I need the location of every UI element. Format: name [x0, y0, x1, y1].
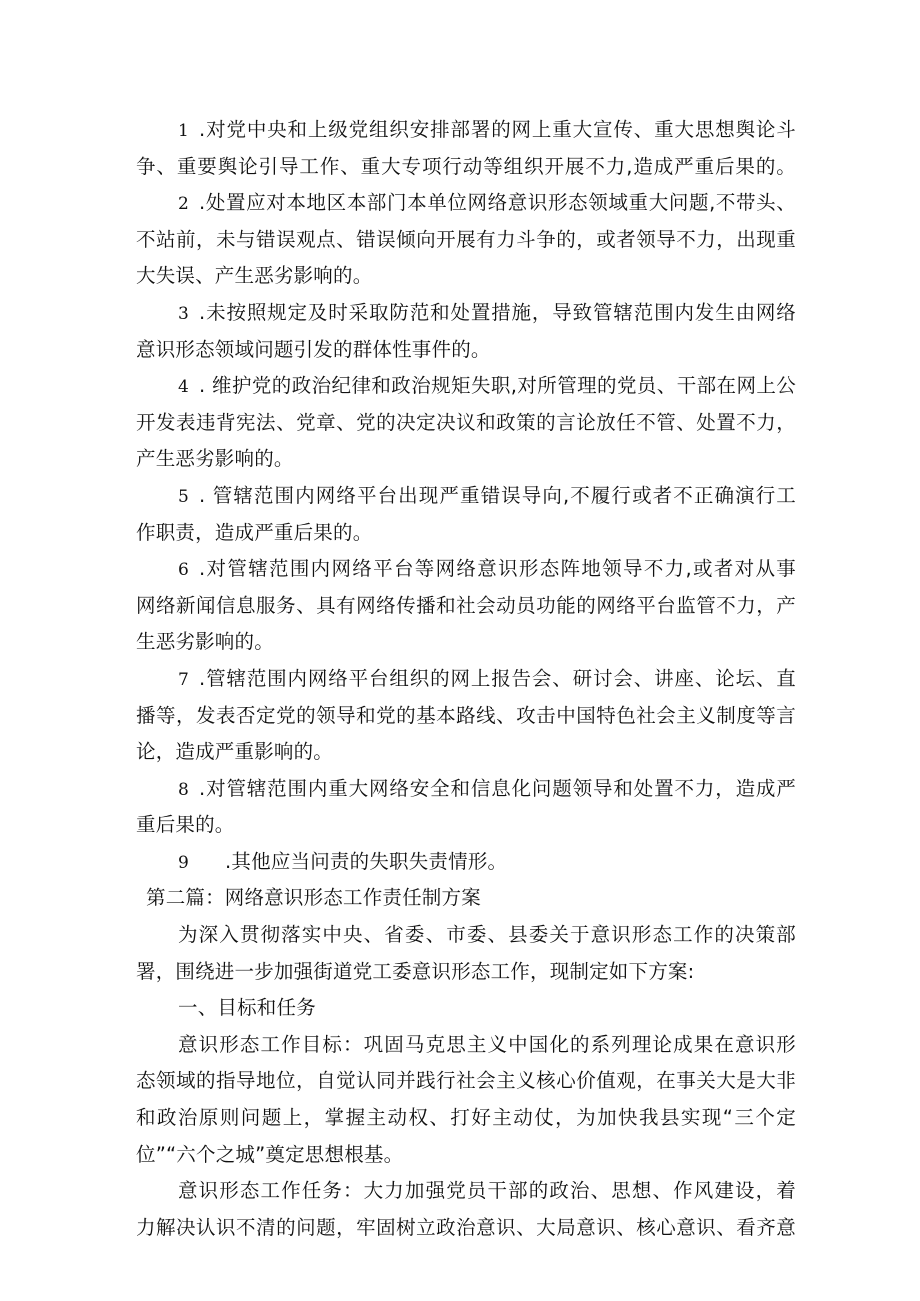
- item-number: 1: [178, 121, 190, 141]
- heading-goals-and-tasks: 一、目标和任务: [178, 996, 316, 1020]
- item-number: 6: [178, 560, 190, 581]
- item-number: 7: [178, 669, 190, 690]
- item-2-line-2: 不站前，未与错误观点、错误倾向开展有力斗争的，或者领导不力，出现重: [136, 227, 796, 251]
- section-title: 第二篇：网络意识形态工作责任制方案: [146, 886, 481, 910]
- item-4-line-1: 4 . 维护党的政治纪律和政治规矩失职,对所管理的党员、干部在网上公: [136, 368, 796, 405]
- item-number: 4: [178, 377, 190, 398]
- goal-line-4: 位”“六个之城”奠定思想根基。: [136, 1142, 404, 1166]
- item-5-line-2: 作职责，造成严重后果的。: [136, 520, 373, 544]
- item-8-line-2: 重后果的。: [136, 813, 235, 837]
- item-1-line-2: 争、重要舆论引导工作、重大专项行动等组织开展不力,造成严重后果的。: [136, 154, 796, 178]
- item-7-line-1: 7 .管辖范围内网络平台组织的网上报告会、研讨会、讲座、论坛、直: [136, 661, 796, 698]
- document-body: [136, 112, 796, 1246]
- item-9-line-1: 9 .其他应当问责的失职失责情形。: [136, 844, 796, 881]
- intro-line-2: 署，围绕进一步加强街道党工委意识形态工作，现制定如下方案:: [136, 959, 695, 983]
- item-2-line-1: 2 .处置应对本地区本部门本单位网络意识形态领域重大问题,不带头、: [136, 185, 796, 222]
- task-line-1: 意识形态工作任务：大力加强党员干部的政治、思想、作风建设，着: [178, 1179, 796, 1203]
- item-5-line-1: 5 . 管辖范围内网络平台出现严重错误导向,不履行或者不正确演行工: [136, 478, 796, 515]
- item-6-line-1: 6 .对管辖范围内网络平台等网络意识形态阵地领导不力,或者对从事: [136, 551, 796, 588]
- goal-line-2: 态领域的指导地位，自觉认同并践行社会主义核心价值观，在事关大是大非: [136, 1069, 796, 1093]
- item-7-line-3: 论，造成严重影响的。: [136, 740, 334, 764]
- item-6-line-2: 网络新闻信息服务、具有网络传播和社会动员功能的网络平台监管不力，产: [136, 593, 796, 617]
- item-8-line-1: 8 .对管辖范围内重大网络安全和信息化问题领导和处置不力，造成严: [136, 771, 796, 808]
- intro-line-1: 为深入贯彻落实中央、省委、市委、县委关于意识形态工作的决策部: [178, 923, 796, 947]
- goal-line-3: 和政治原则问题上，掌握主动权、打好主动仗，为加快我县实现“三个定: [136, 1106, 796, 1130]
- item-number: 8: [178, 779, 190, 800]
- item-3-line-1: 3 .未按照规定及时采取防范和处置措施，导致管辖范围内发生由网络: [136, 295, 796, 332]
- item-3-line-2: 意识形态领域问题引发的群体性事件的。: [136, 337, 491, 361]
- item-number: 2: [178, 194, 190, 215]
- item-6-line-3: 生恶劣影响的。: [136, 630, 274, 654]
- item-4-line-2: 开发表违背宪法、党章、党的决定决议和政策的言论放任不管、处置不力，: [136, 410, 796, 434]
- goal-line-1: 意识形态工作目标：巩固马克思主义中国化的系列理论成果在意识形: [178, 1032, 796, 1056]
- item-7-line-2: 播等，发表否定党的领导和党的基本路线、攻击中国特色社会主义制度等言: [136, 703, 796, 727]
- item-4-line-3: 产生恶劣影响的。: [136, 447, 294, 471]
- item-2-line-3: 大失误、产生恶劣影响的。: [136, 264, 373, 288]
- task-line-2: 力解决认识不清的问题，牢固树立政治意识、大局意识、核心意识、看齐意: [136, 1215, 796, 1239]
- item-1-line-1: 1 .对党中央和上级党组织安排部署的网上重大宣传、重大思想舆论斗: [136, 112, 796, 149]
- item-number: 9: [178, 852, 190, 873]
- item-number: 5: [178, 486, 190, 507]
- item-number: 3: [178, 303, 190, 324]
